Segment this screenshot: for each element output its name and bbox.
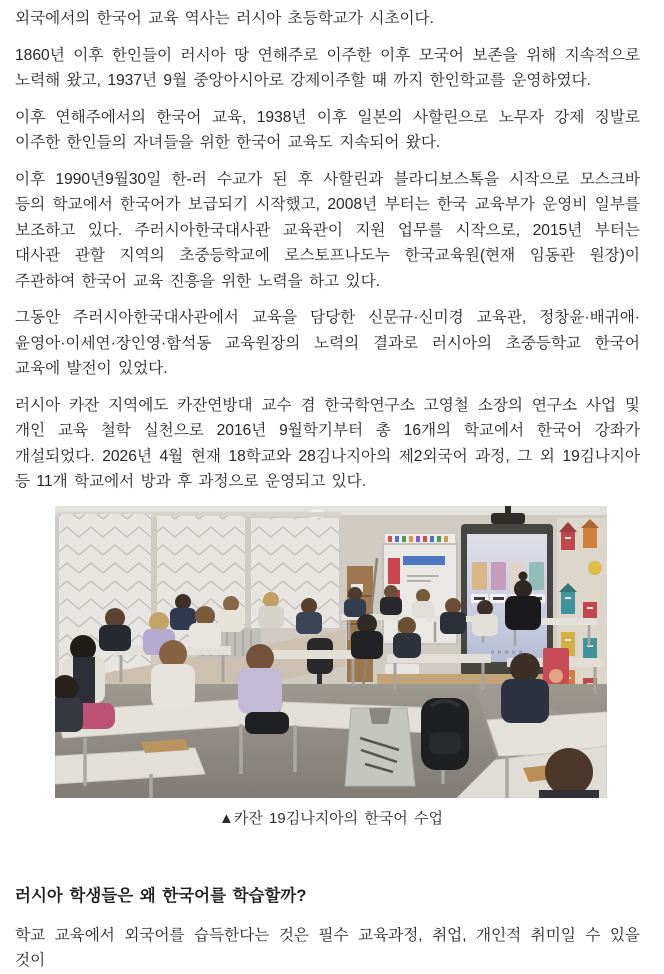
paragraph-6: 러시아 카잔 지역에도 카잔연방대 교수 겸 한국학연구소 고영철 소장의 연구소 사업 및 개인 교육 철학 실천으로 2016년 9월학기부터 총 16개의 학교에서 한국어 강좌가 개설되었다. 2026년 4월 현재 18학교와 28김나지아의 제2외국어 과정, 그 외 19김나지아 등 11개 학교에서 방과 후 과정으로 운영되고 있다. — [15, 396, 640, 490]
closing-paragraph: 학교 교육에서 외국어를 습득한다는 것은 필수 교육과정, 취업, 개인적 취미일 수 있을 것이 — [15, 926, 640, 969]
paragraph-2: 1860년 이후 한인들이 러시아 땅 연해주로 이주한 이후 모국어 보존을 위해 지속적으로 노력해 왔고, 1937년 9월 중앙아시아로 강제이주할 때 까지 한인학교를 운영하였다. — [15, 46, 640, 89]
classroom-photo-figure — [55, 506, 607, 832]
classroom-photo — [55, 506, 607, 798]
paragraph-5: 그동안 주러시아한국대사관에서 교육을 담당한 신문규·신미경 교육관, 정창윤·배귀애·윤영아·이세연·장인영·함석동 교육원장의 노력의 결과로 러시아의 초중등학교 한국어 교육에 발전이 있었다. — [15, 309, 640, 377]
paragraph-1: 외국에서의 한국어 교육 역사는 러시아 초등학교가 시초이다. — [15, 10, 434, 27]
paragraph-4: 이후 1990년9월30일 한-러 수교가 된 후 사할린과 블라디보스톡을 시작으로 모스크바 등의 학교에서 한국어가 보급되기 시작했고, 2008년 부터는 한국 교육부가 운영비 일부를 보조하고 있다. 주러시아한국대사관 교육관이 지원 업무를 시작으로, 2015년 부터는 대사관 관할 지역의 초중등학교에 로스토프나도누 한국교육원(현재 임동관 원장)이 주관하여 한국어 교육 진흥을 위한 노력을 하고 있다. — [15, 170, 640, 290]
paragraph-3: 이후 연해주에서의 한국어 교육, 1938년 이후 일본의 사할린으로 노무자 강제 징발로 이주한 한인들의 자녀들을 위한 한국어 교육도 지속되어 왔다. — [15, 108, 640, 151]
photo-tint — [55, 506, 607, 798]
section-heading: 러시아 학생들은 왜 한국어를 학습할까? — [15, 886, 307, 905]
photo-caption: ▲카잔 19김나지아의 한국어 수업 — [219, 809, 443, 827]
